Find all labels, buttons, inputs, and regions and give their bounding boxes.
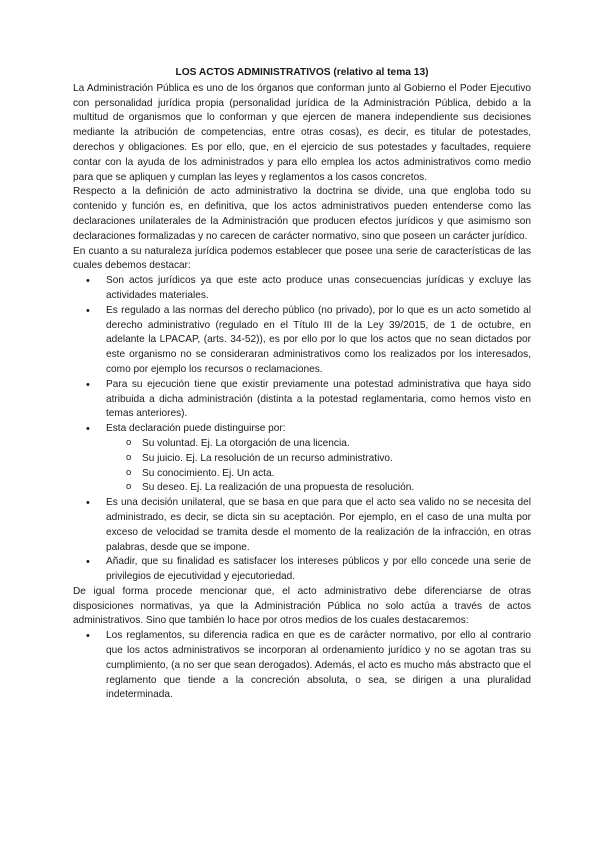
list-item: • Es regulado a las normas del derecho público (no privado), por lo que es un acto sometido al derecho administrativo (regulado en el Título III de la Ley 39/2015, de 1 de octubre, en adelante la LPACAP, (arts. 34-52)), es por ello por lo que los actos que no sean dictados por este organismo no se consideraran administrativos como los realizados por los interesados, como por ejemplo los recursos o reclamaciones. (73, 304, 531, 378)
other-means-list (73, 629, 531, 703)
paragraph-other-means: De igual forma procede mencionar que, el acto administrativo debe diferenciarse de otras disposiciones normativas, ya que la Administración Pública no solo actúa a través de actos administrativos. Sino que también lo hace por otros medios de los cuales destacaremos: (73, 585, 531, 627)
list-item (73, 422, 531, 496)
list-item: • Son actos jurídicos ya que este acto produce unas consecuencias jurídicas y excluye las actividades materiales. (73, 274, 531, 304)
list-item: • Añadir, que su finalidad es satisfacer los intereses públicos y por ello concede una serie de privilegios de ejecutividad y ejecutoriedad. (73, 555, 531, 585)
list-item: • Para su ejecución tiene que existir previamente una potestad administrativa que haya sido atribuida a dicha administración (distinta a la potestad reglamentaria, como hemos visto en temas anteriores). (73, 378, 531, 422)
list-item: • Los reglamentos, su diferencia radica en que es de carácter normativo, por ello al contrario que los actos administrativos se incorporan al ordenamiento jurídico y no se agotan tras su cumplimiento, (a no ser que sean derogados). Además, el acto es mucho más abstracto que el reglamento que tiende a la concreción absoluta, o sea, se dirigen a una pluralidad indeterminada. (73, 629, 531, 703)
document-page (73, 66, 531, 703)
sub-list-item: o Su deseo. Ej. La realización de una propuesta de resolución. (106, 481, 531, 496)
sub-list (106, 437, 531, 496)
list-item-text: Esta declaración puede distinguirse por: (106, 423, 286, 435)
document-title: LOS ACTOS ADMINISTRATIVOS (relativo al tema 13) (175, 67, 429, 78)
list-item: • Es una decisión unilateral, que se basa en que para que el acto sea valido no se necesita del administrado, es decir, se dicta sin su aceptación. Por ejemplo, en el caso de una multa por exceso de velocidad se tramita desde el momento de la realización de la infracción, en otras palabras, desde que se impone. (73, 496, 531, 555)
paragraph-nature: En cuanto a su naturaleza jurídica podemos establecer que posee una serie de características de las cuales debemos destacar: (73, 245, 531, 272)
paragraph-definition: Respecto a la definición de acto administrativo la doctrina se divide, una que engloba todo su contenido y función es, en definitiva, que los actos administrativos pueden entenderse como las declaraciones unilaterales de la Administración que producen efectos jurídicos y que asimismo son declaraciones formalizadas y no carecen de carácter normativo, sino que poseen un carácter jurídico. (73, 186, 531, 242)
paragraph-intro: La Administración Pública es uno de los órganos que conforman junto al Gobierno el Poder Ejecutivo con personalidad jurídica propia (personalidad jurídica de la Administración Pública, debido a la multitud de organismos que lo conforman y que ejercen de manera independiente sus decisiones mediante la atribución de competencias, entre otras cosas), es decir, es titular de potestades, derechos y obligaciones. Es por ello, que, en el ejercicio de sus potestades y facultades, requiere contar con la ayuda de los administrados y para ello emplea los actos administrativos como medio para que se apliquen y cumplan las leyes y reglamentos a los casos concretos. (73, 82, 531, 183)
sub-list-item: o Su voluntad. Ej. La otorgación de una licencia. (106, 437, 531, 452)
sub-list-item: o Su conocimiento. Ej. Un acta. (106, 467, 531, 482)
sub-list-item: o Su juicio. Ej. La resolución de un recurso administrativo. (106, 452, 531, 467)
characteristics-list (73, 274, 531, 585)
